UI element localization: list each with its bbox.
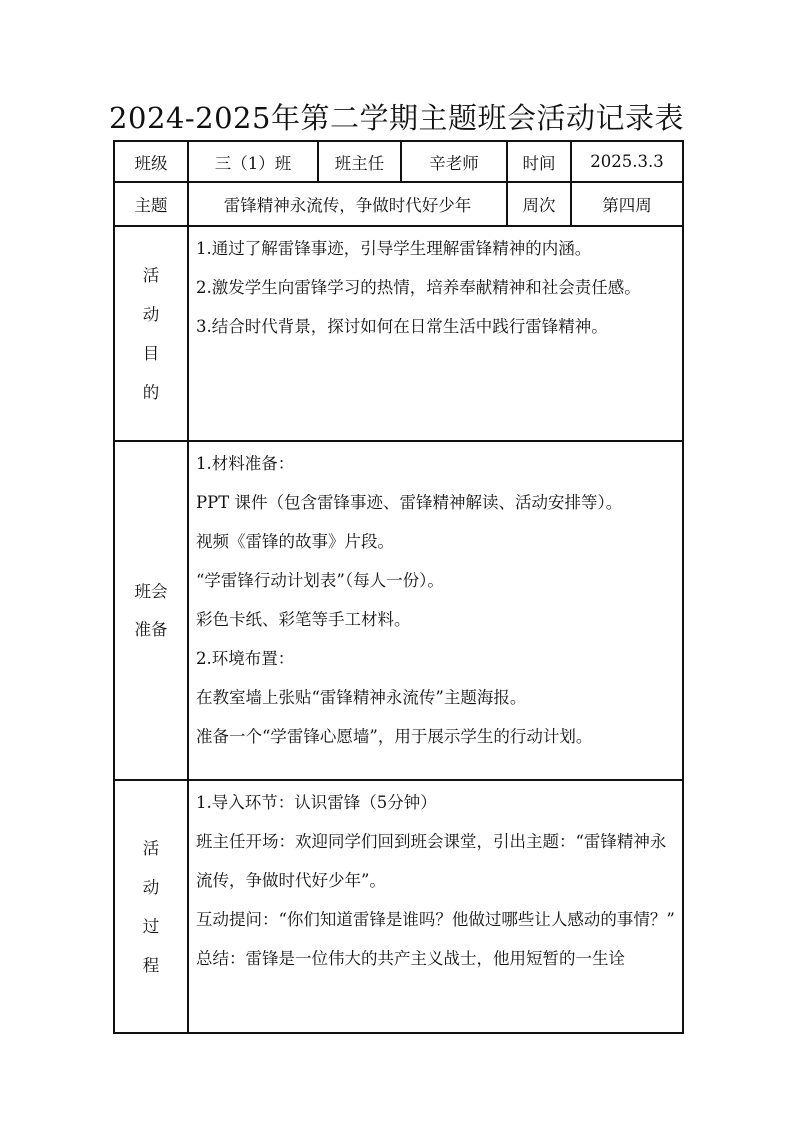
purpose-label-char: 目: [142, 343, 160, 363]
class-value: 三（1）班: [188, 141, 318, 182]
process-label: [114, 780, 188, 1033]
purpose-content: [188, 226, 683, 441]
class-label: 班级: [114, 141, 188, 182]
week-label: 周次: [507, 182, 571, 226]
preparation-content: [188, 441, 683, 780]
process-label-char: 过: [142, 916, 160, 936]
purpose-line: 1.通过了解雷锋事迹，引导学生理解雷锋精神的内涵。: [196, 239, 592, 258]
preparation-line: 1.材料准备：: [196, 454, 295, 473]
process-label-char: 动: [142, 877, 160, 897]
process-label-char: 程: [142, 955, 160, 975]
table-row-purpose: [114, 226, 683, 441]
preparation-line: 2.环境布置：: [196, 649, 295, 668]
preparation-label-line: 准备: [134, 619, 168, 639]
week-value: 第四周: [571, 182, 683, 226]
preparation-line: 在教室墙上张贴“雷锋精神永流传”主题海报。: [196, 688, 527, 707]
process-line: 总结：雷锋是一位伟大的共产主义战士，他用短暂的一生诠: [196, 949, 625, 968]
preparation-line: “学雷锋行动计划表”（每人一份）。: [196, 571, 444, 590]
time-label: 时间: [507, 141, 571, 182]
teacher-label: 班主任: [318, 141, 401, 182]
purpose-label-char: 的: [142, 382, 160, 402]
preparation-label: [114, 441, 188, 780]
preparation-line: 彩色卡纸、彩笔等手工材料。: [196, 610, 411, 629]
page-title: 2024-2025年第二学期主题班会活动记录表: [109, 101, 684, 135]
table-row-preparation: [114, 441, 683, 780]
record-table: [113, 140, 684, 1034]
process-line: 班主任开场：欢迎同学们回到班会课堂，引出主题：“雷锋精神永流传，争做时代好少年”。: [196, 832, 667, 890]
time-value: 2025.3.3: [571, 141, 683, 182]
preparation-line: 视频《雷锋的故事》片段。: [196, 532, 394, 551]
purpose-line: 2.激发学生向雷锋学习的热情，培养奉献精神和社会责任感。: [196, 278, 641, 297]
topic-label: 主题: [114, 182, 188, 226]
process-label-char: 活: [142, 838, 160, 858]
preparation-line: PPT 课件（包含雷锋事迹、雷锋精神解读、活动安排等）。: [196, 493, 623, 512]
process-line: 1.导入环节：认识雷锋（5分钟）: [196, 793, 437, 812]
purpose-label: [114, 226, 188, 441]
preparation-label-line: 班会: [134, 581, 168, 601]
teacher-value: 辛老师: [401, 141, 507, 182]
purpose-label-char: 活: [142, 265, 160, 285]
table-row-info: [114, 141, 683, 182]
table-row-process: [114, 780, 683, 1033]
process-content: [188, 780, 683, 1033]
purpose-label-char: 动: [142, 304, 160, 324]
topic-value: 雷锋精神永流传，争做时代好少年: [188, 182, 507, 226]
preparation-line: 准备一个“学雷锋心愿墙”，用于展示学生的行动计划。: [196, 727, 593, 746]
process-line: 互动提问：“你们知道雷锋是谁吗？他做过哪些让人感动的事情？”: [196, 910, 675, 929]
table-row-topic: [114, 182, 683, 226]
purpose-line: 3.结合时代背景，探讨如何在日常生活中践行雷锋精神。: [196, 317, 608, 336]
